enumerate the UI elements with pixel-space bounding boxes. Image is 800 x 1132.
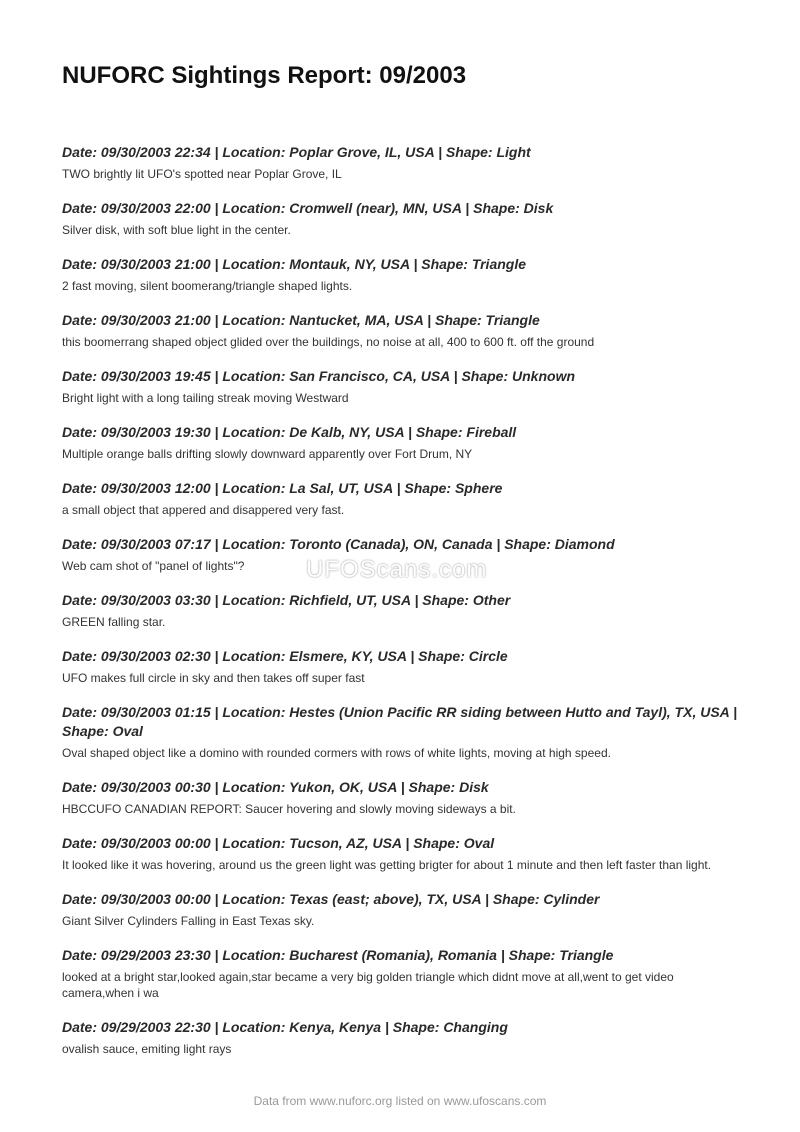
sighting-header: Date: 09/30/2003 19:30 | Location: De Kalb, NY, USA | Shape: Fireball xyxy=(62,424,517,440)
sighting-header: Date: 09/30/2003 07:17 | Location: Toronto (Canada), ON, Canada | Shape: Diamond xyxy=(62,536,615,552)
sighting-description: TWO brightly lit UFO's spotted near Poplar Grove, IL xyxy=(62,167,342,181)
sighting-entry xyxy=(62,591,742,630)
sighting-header: Date: 09/30/2003 00:00 | Location: Tucson, AZ, USA | Shape: Oval xyxy=(62,835,495,851)
sighting-description: HBCCUFO CANADIAN REPORT: Saucer hovering and slowly moving sideways a bit. xyxy=(62,802,516,816)
sighting-entry xyxy=(62,1018,742,1057)
sighting-description: a small object that appered and disappered very fast. xyxy=(62,503,345,517)
sighting-description: ovalish sauce, emiting light rays xyxy=(62,1042,232,1056)
sighting-entry xyxy=(62,311,742,350)
sighting-entry xyxy=(62,255,742,294)
sighting-description: GREEN falling star. xyxy=(62,615,166,629)
sighting-entry xyxy=(62,199,742,238)
sighting-entry xyxy=(62,778,742,817)
page-footer: Data from www.nuforc.org listed on www.ufoscans.com xyxy=(253,1094,547,1108)
sighting-header: Date: 09/30/2003 02:30 | Location: Elsmere, KY, USA | Shape: Circle xyxy=(62,648,508,664)
sighting-header: Date: 09/30/2003 01:15 | Location: Hestes (Union Pacific RR siding between Hutto and Tayl), TX, USA | Shape: Oval xyxy=(62,704,738,739)
sighting-description: Bright light with a long tailing streak moving Westward xyxy=(62,391,349,405)
sighting-header: Date: 09/30/2003 19:45 | Location: San Francisco, CA, USA | Shape: Unknown xyxy=(62,368,576,384)
sighting-description: Silver disk, with soft blue light in the center. xyxy=(62,223,291,237)
sighting-header: Date: 09/30/2003 21:00 | Location: Montauk, NY, USA | Shape: Triangle xyxy=(62,256,527,272)
sighting-entry xyxy=(62,143,742,182)
sighting-description: Multiple orange balls drifting slowly downward apparently over Fort Drum, NY xyxy=(62,447,473,461)
sighting-header: Date: 09/30/2003 12:00 | Location: La Sal, UT, USA | Shape: Sphere xyxy=(62,480,503,496)
page-title: NUFORC Sightings Report: 09/2003 xyxy=(62,62,467,89)
sighting-description: Oval shaped object like a domino with rounded cormers with rows of white lights, moving at high speed. xyxy=(62,746,611,760)
sighting-entry xyxy=(62,647,742,686)
sighting-entry xyxy=(62,703,742,761)
sighting-description: UFO makes full circle in sky and then takes off super fast xyxy=(62,671,365,685)
sighting-header: Date: 09/30/2003 00:30 | Location: Yukon, OK, USA | Shape: Disk xyxy=(62,779,489,795)
sighting-description: this boomerrang shaped object glided over the buildings, no noise at all, 400 to 600 ft. off the ground xyxy=(62,335,595,349)
sighting-entry xyxy=(62,890,742,929)
sighting-description: looked at a bright star,looked again,star became a very big golden triangle which didnt move at all,went to get video camera,when i wa xyxy=(62,970,674,1000)
sightings-list xyxy=(62,143,742,1074)
sighting-header: Date: 09/29/2003 23:30 | Location: Bucharest (Romania), Romania | Shape: Triangle xyxy=(62,947,614,963)
sighting-header: Date: 09/29/2003 22:30 | Location: Kenya, Kenya | Shape: Changing xyxy=(62,1019,508,1035)
sighting-entry xyxy=(62,834,742,873)
sighting-header: Date: 09/30/2003 03:30 | Location: Richfield, UT, USA | Shape: Other xyxy=(62,592,511,608)
sighting-description: Web cam shot of "panel of lights"? xyxy=(62,559,245,573)
sighting-header: Date: 09/30/2003 22:34 | Location: Poplar Grove, IL, USA | Shape: Light xyxy=(62,144,531,160)
sighting-description: Giant Silver Cylinders Falling in East Texas sky. xyxy=(62,914,315,928)
sighting-entry xyxy=(62,423,742,462)
sighting-description: 2 fast moving, silent boomerang/triangle shaped lights. xyxy=(62,279,353,293)
sighting-header: Date: 09/30/2003 22:00 | Location: Cromwell (near), MN, USA | Shape: Disk xyxy=(62,200,554,216)
ufoscans-watermark: UFOScans.com xyxy=(306,556,488,583)
sighting-entry xyxy=(62,479,742,518)
sighting-header: Date: 09/30/2003 21:00 | Location: Nantucket, MA, USA | Shape: Triangle xyxy=(62,312,540,328)
sighting-description: It looked like it was hovering, around us the green light was getting brigter for about 1 minute and then left faster than light. xyxy=(62,858,712,872)
sighting-header: Date: 09/30/2003 00:00 | Location: Texas (east; above), TX, USA | Shape: Cylinder xyxy=(62,891,600,907)
sighting-entry xyxy=(62,367,742,406)
sighting-entry xyxy=(62,946,742,1001)
